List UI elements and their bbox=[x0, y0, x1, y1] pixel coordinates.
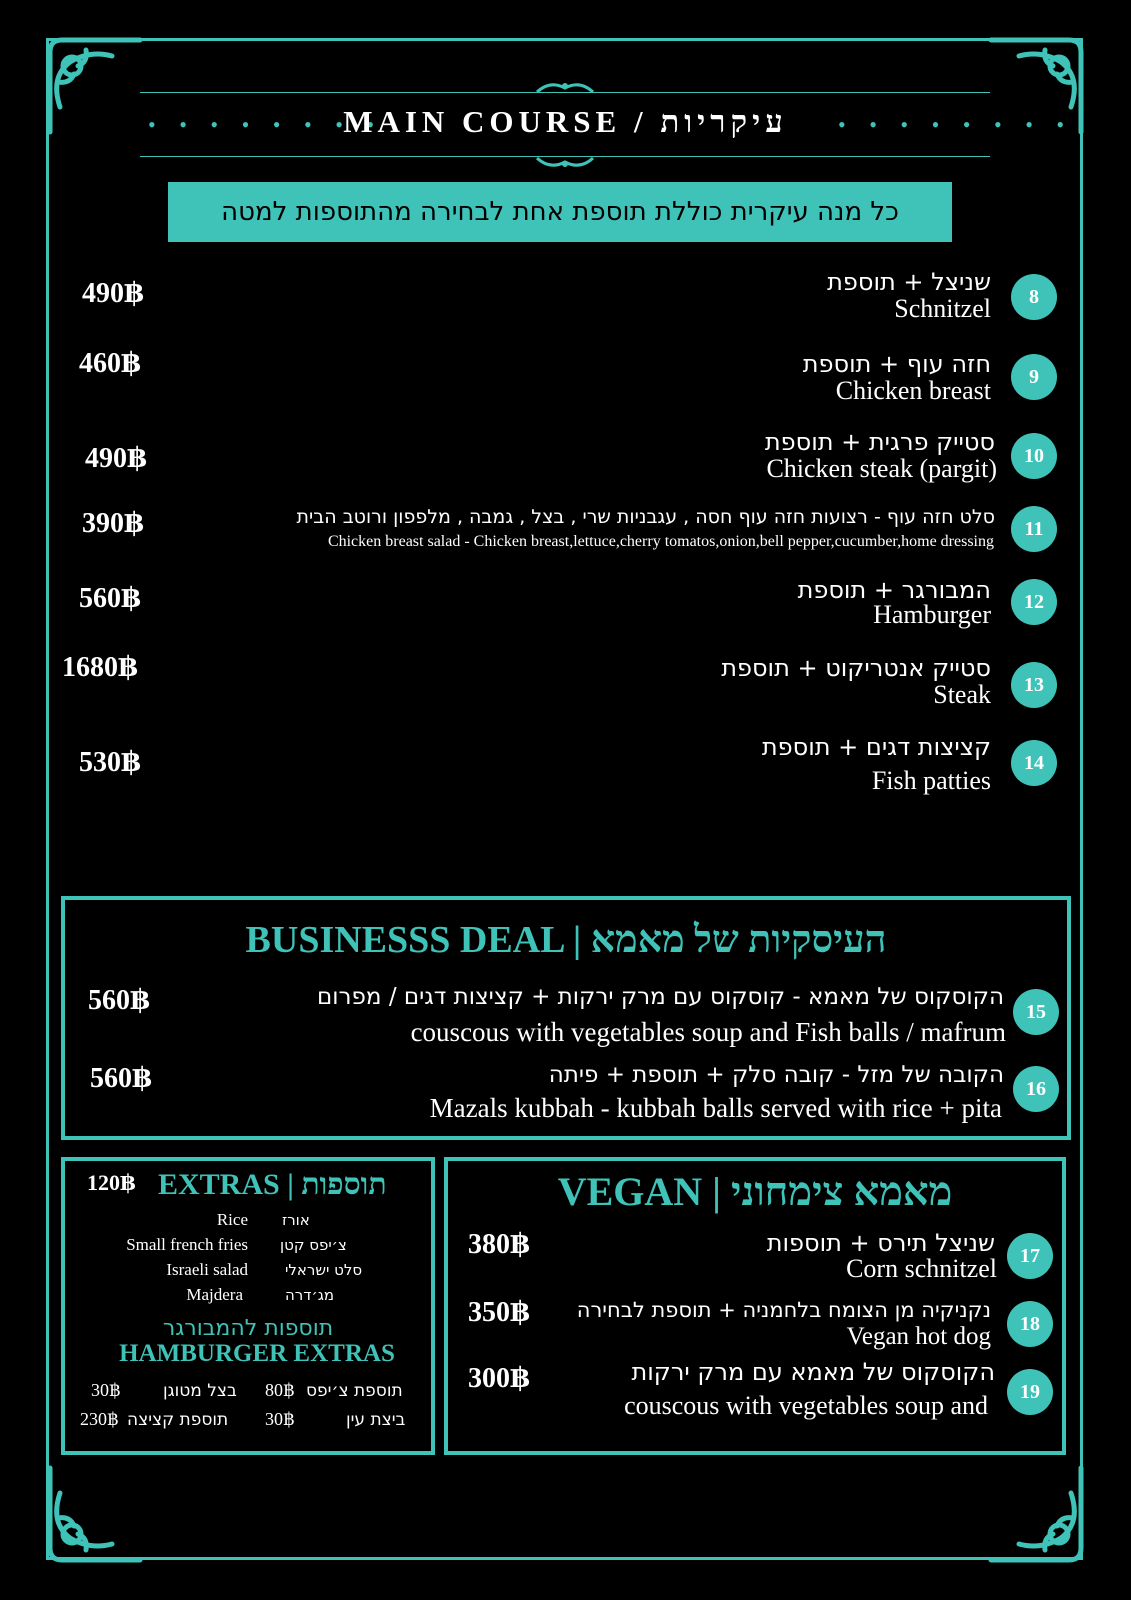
hamburger-extra-he: תוספת קציצה bbox=[127, 1410, 229, 1430]
hamburger-extras-title-en: HAMBURGER EXTRAS bbox=[119, 1340, 395, 1367]
item-name-he: שניצל תירס + תוספות bbox=[766, 1229, 995, 1257]
item-number-badge: 16 bbox=[1013, 1066, 1059, 1112]
hamburger-extra-price: 30฿ bbox=[265, 1409, 295, 1429]
flourish-top-icon bbox=[535, 80, 595, 94]
hamburger-extra-price: 230฿ bbox=[80, 1409, 119, 1429]
corner-ornament-icon bbox=[981, 1458, 1091, 1568]
extras-title: EXTRAS | תוספות bbox=[158, 1168, 387, 1201]
item-price: 300฿ bbox=[468, 1363, 530, 1394]
item-name-he: נקניקיה מן הצומח בלחמניה + תוספת לבחירה bbox=[576, 1298, 991, 1322]
item-name-he: קציצות דגים + תוספת bbox=[761, 733, 991, 761]
header-dots-left: • • • • • • • • bbox=[148, 112, 384, 137]
item-price: 460฿ bbox=[79, 348, 141, 379]
item-number-badge: 17 bbox=[1007, 1233, 1053, 1279]
item-name-en: Corn schnitzel bbox=[846, 1254, 997, 1283]
item-price: 380฿ bbox=[468, 1229, 530, 1260]
business-deal-title: BUSINESSS DEAL | העיסקיות של מאמא bbox=[245, 919, 887, 961]
item-name-en: Fish patties bbox=[871, 766, 991, 795]
extras-item-he: צ׳יפס קטן bbox=[280, 1236, 347, 1254]
hamburger-extra-he: תוספת צ׳יפס bbox=[306, 1381, 403, 1401]
hamburger-extra-he: בצל מטוגן bbox=[163, 1381, 237, 1401]
item-name-he: שניצל + תוספת bbox=[827, 268, 991, 296]
item-name-en: couscous with vegetables soup and bbox=[624, 1391, 988, 1420]
item-name-en: Steak bbox=[933, 680, 991, 709]
item-price: 390฿ bbox=[82, 508, 144, 539]
extras-item-he: אורז bbox=[282, 1211, 310, 1229]
item-name-he: סטייק אנטריקוט + תוספת bbox=[721, 654, 991, 682]
header-dots-right: • • • • • • • • bbox=[838, 112, 1074, 137]
item-name-en: Chicken breast salad - Chicken breast,lettuce,cherry tomatos,onion,bell pepper,cucumber,home dressing bbox=[327, 533, 994, 550]
extras-item-en: Rice bbox=[216, 1210, 248, 1229]
item-name-he: סטייק פרגית + תוספת bbox=[764, 428, 995, 456]
item-price: 560฿ bbox=[88, 985, 150, 1016]
item-name-he: סלט חזה עוף - רצועות חזה עוף חסה , עגבניות שרי , בצל , גמבה , מלפפון ורוטב הבית bbox=[296, 506, 995, 528]
item-name-he: המבורגר + תוספת bbox=[797, 576, 991, 604]
item-number-badge: 12 bbox=[1011, 579, 1057, 625]
item-name-en: Hamburger bbox=[873, 600, 991, 629]
item-price: 560฿ bbox=[90, 1063, 152, 1094]
flourish-bottom-icon bbox=[535, 156, 595, 170]
item-name-en: Schnitzel bbox=[894, 294, 991, 323]
item-number-badge: 19 bbox=[1007, 1369, 1053, 1415]
notice-banner: כל מנה עיקרית כוללת תוספת אחת לבחירה מהתוספות למטה bbox=[168, 182, 952, 242]
item-name-en: Chicken steak (pargit) bbox=[766, 454, 997, 483]
page-title: MAIN COURSE / עיקריות bbox=[343, 104, 788, 139]
extras-item-en: Small french fries bbox=[126, 1235, 248, 1254]
item-name-he: הקוסקוס של מאמא עם מרק ירקות bbox=[631, 1358, 995, 1386]
corner-ornament-icon bbox=[40, 1458, 150, 1568]
item-number-badge: 15 bbox=[1013, 989, 1059, 1035]
extras-item-en: Majdera bbox=[186, 1285, 243, 1304]
extras-price: 120฿ bbox=[87, 1170, 136, 1195]
item-number-badge: 11 bbox=[1011, 506, 1057, 552]
item-price: 560฿ bbox=[79, 583, 141, 614]
item-name-he: חזה עוף + תוספת bbox=[802, 350, 991, 378]
extras-item-en: Israeli salad bbox=[166, 1260, 248, 1279]
item-price: 350฿ bbox=[468, 1297, 530, 1328]
item-name-en: Chicken breast bbox=[835, 376, 991, 405]
item-price: 530฿ bbox=[79, 747, 141, 778]
extras-item-he: מג׳דרה bbox=[285, 1286, 335, 1304]
hamburger-extra-price: 30฿ bbox=[91, 1380, 121, 1400]
extras-item-he: סלט ישראלי bbox=[285, 1261, 363, 1279]
item-price: 490฿ bbox=[82, 278, 144, 309]
item-number-badge: 10 bbox=[1011, 433, 1057, 479]
item-number-badge: 18 bbox=[1007, 1301, 1053, 1347]
vegan-title: VEGAN | מאמא צימחוני bbox=[557, 1169, 953, 1214]
item-number-badge: 13 bbox=[1011, 662, 1057, 708]
item-number-badge: 8 bbox=[1011, 274, 1057, 320]
item-name-en: Mazals kubbah - kubbah balls served with rice + pita bbox=[429, 1093, 1002, 1123]
hamburger-extras-title-he: תוספות להמבורגר bbox=[162, 1316, 334, 1341]
item-price: 490฿ bbox=[85, 443, 147, 474]
hamburger-extra-he: ביצת עין bbox=[346, 1410, 406, 1430]
item-name-en: Vegan hot dog bbox=[846, 1323, 991, 1350]
item-name-he: הקובה של מזל - קובה סלק + תוספת + פיתה bbox=[548, 1062, 1004, 1088]
item-number-badge: 14 bbox=[1011, 740, 1057, 786]
hamburger-extra-price: 80฿ bbox=[265, 1380, 295, 1400]
item-name-en: couscous with vegetables soup and Fish balls / mafrum bbox=[410, 1017, 1006, 1047]
item-name-he: הקוסקוס של מאמא - קוסקוס עם מרק ירקות + קציצות דגים / מפרום bbox=[317, 984, 1004, 1010]
item-number-badge: 9 bbox=[1011, 354, 1057, 400]
item-price: 1680฿ bbox=[62, 652, 138, 683]
